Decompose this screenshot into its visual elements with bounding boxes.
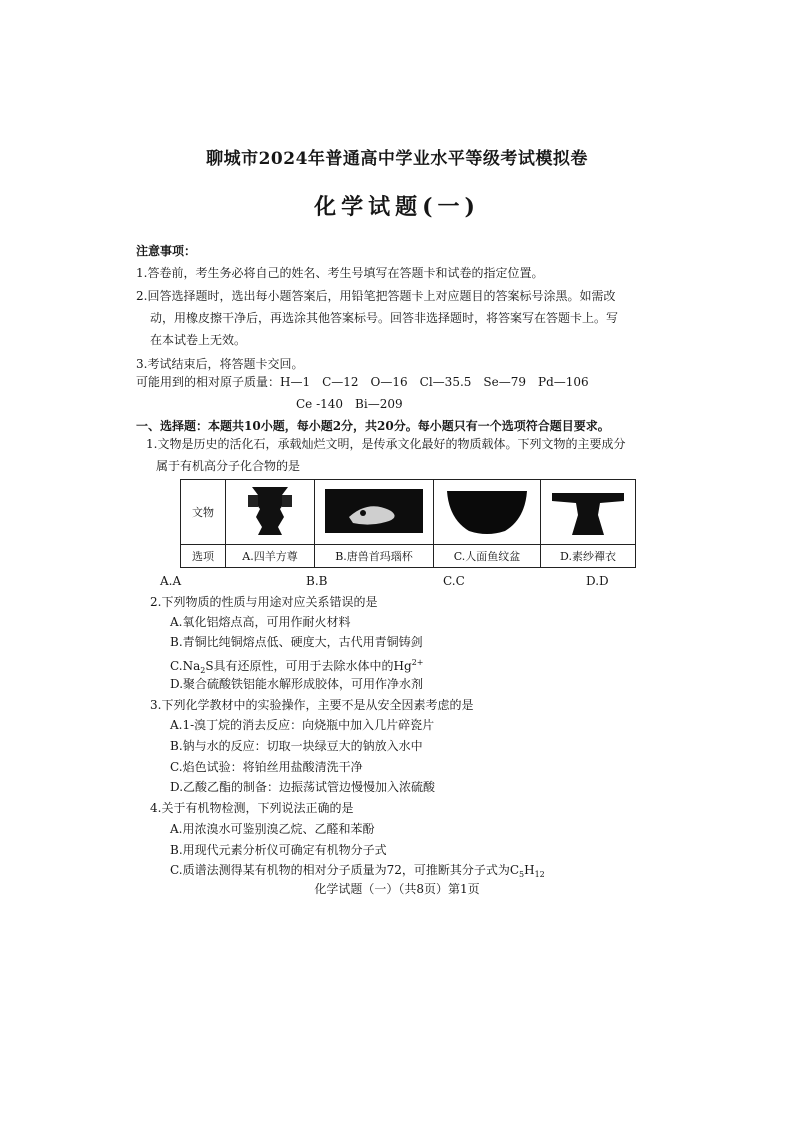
q1-answer-c: C.C bbox=[443, 574, 465, 588]
q1-answer-b: B.B bbox=[306, 574, 328, 588]
options-row-label: 选项 bbox=[181, 545, 226, 568]
q3-option-a: A.1-溴丁烷的消去反应：向烧瓶中加入几片碎瓷片 bbox=[170, 718, 435, 732]
relic-caption-c: C.人面鱼纹盆 bbox=[434, 545, 541, 568]
q2-option-d: D.聚合硫酸铁铝能水解形成胶体，可用作净水剂 bbox=[170, 677, 424, 691]
q2-option-a: A.氧化铝熔点高，可用作耐火材料 bbox=[170, 615, 351, 629]
q4-stem: 4.关于有机物检测，下列说法正确的是 bbox=[150, 801, 354, 815]
section-1-heading: 一、选择题：本题共10小题，每小题2分，共20分。每小题只有一个选项符合题目要求。 bbox=[136, 419, 610, 433]
relic-image-c bbox=[434, 480, 541, 545]
notes-heading: 注意事项： bbox=[136, 244, 197, 258]
q3-option-b: B.钠与水的反应：切取一块绿豆大的钠放入水中 bbox=[170, 739, 423, 753]
relic-caption-b: B.唐兽首玛瑙杯 bbox=[315, 545, 434, 568]
q2-option-b: B.青铜比纯铜熔点低、硬度大，古代用青铜铸剑 bbox=[170, 635, 423, 649]
page-footer: 化学试题（一）（共8页）第1页 bbox=[314, 882, 480, 896]
q4-option-a: A.用浓溴水可鉴别溴乙烷、乙醛和苯酚 bbox=[170, 822, 375, 836]
relic-image-a bbox=[226, 480, 315, 545]
notes-item-2-line-2: 动，用橡皮擦干净后，再选涂其他答案标号。回答非选择题时，将答案写在答题卡上。写 bbox=[150, 311, 619, 325]
atomic-mass-line-2: Ce -140 Bi—209 bbox=[296, 397, 403, 411]
q3-option-d: D.乙酸乙酯的制备：边振荡试管边慢慢加入浓硫酸 bbox=[170, 780, 436, 794]
q4-option-b: B.用现代元素分析仪可确定有机物分子式 bbox=[170, 843, 387, 857]
relic-caption-d: D.素纱襌衣 bbox=[541, 545, 636, 568]
painted-basin-icon bbox=[437, 481, 537, 541]
notes-item-3: 3.考试结束后，将答题卡交回。 bbox=[136, 357, 304, 371]
q2-stem: 2.下列物质的性质与用途对应关系错误的是 bbox=[150, 595, 378, 609]
bronze-vessel-icon bbox=[230, 481, 310, 541]
q1-stem-line-2: 属于有机高分子化合物的是 bbox=[156, 459, 301, 473]
q1-answer-d: D.D bbox=[586, 574, 609, 588]
exam-title: 聊城市2024年普通高中学业水平等级考试模拟卷 bbox=[206, 149, 588, 169]
notes-item-2-line-1: 2.回答选择题时，选出每小题答案后，用铅笔把答题卡上对应题目的答案标号涂黑。如需改 bbox=[136, 289, 616, 303]
q1-answer-a: A.A bbox=[160, 574, 182, 588]
relics-table bbox=[180, 479, 636, 568]
q1-stem-line-1: 1.文物是历史的活化石，承载灿烂文明，是传承文化最好的物质载体。下列文物的主要成分 bbox=[146, 437, 626, 451]
exam-subtitle: 化学试题(一) bbox=[314, 194, 480, 220]
q3-option-c: C.焰色试验：将铂丝用盐酸清洗干净 bbox=[170, 760, 363, 774]
silk-garment-icon bbox=[544, 481, 632, 541]
q3-stem: 3.下列化学教材中的实验操作，主要不是从安全因素考虑的是 bbox=[150, 698, 474, 712]
q4-option-c: C.质谱法测得某有机物的相对分子质量为72，可推断其分子式为$C_5H_{12}$ bbox=[170, 863, 545, 879]
relic-caption-a: A.四羊方尊 bbox=[226, 545, 315, 568]
notes-item-1: 1.答卷前，考生务必将自己的姓名、考生号填写在答题卡和试卷的指定位置。 bbox=[136, 266, 544, 280]
relic-image-b bbox=[315, 480, 434, 545]
relic-image-d bbox=[541, 480, 636, 545]
agate-cup-icon bbox=[319, 483, 429, 539]
atomic-mass-line-1: 可能用到的相对原子质量：H—1 C—12 O—16 Cl—35.5 Se—79 Pd—106 bbox=[136, 375, 589, 389]
notes-item-2-line-3: 在本试卷上无效。 bbox=[150, 333, 247, 347]
q2-option-c: $C.Na_2S$具有还原性，可用于去除水体中的$Hg^{2+}$ bbox=[170, 658, 424, 675]
relics-row-label: 文物 bbox=[181, 480, 226, 545]
